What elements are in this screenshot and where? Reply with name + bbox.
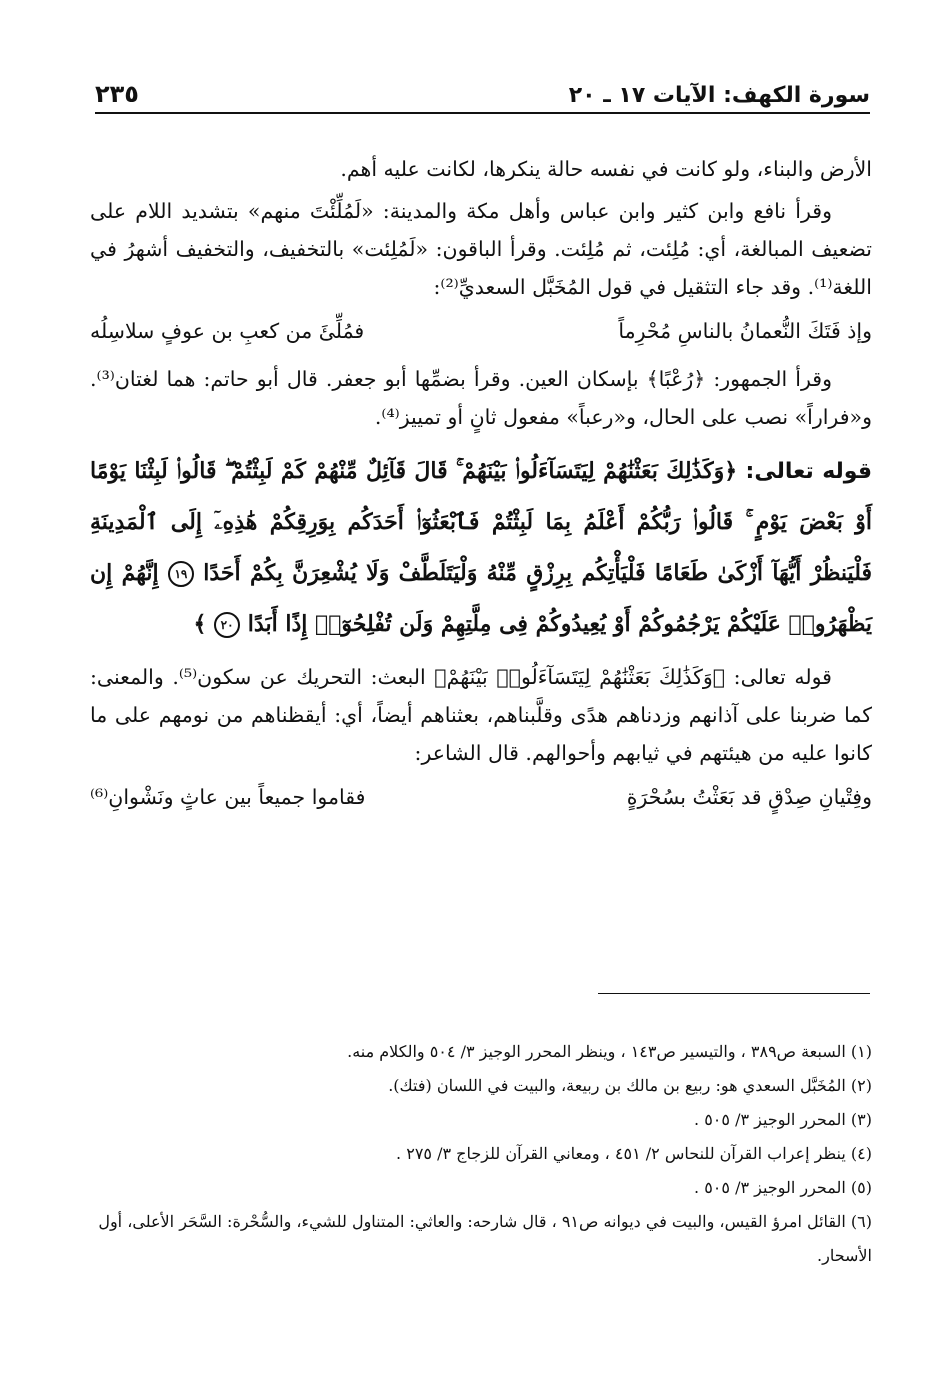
quran-close-bracket: ﴾ [193, 611, 207, 637]
footnote-3: (٣) المحرر الوجيز ٣/ ٥٠٥ . [694, 1110, 872, 1129]
footnotes [90, 1035, 872, 1273]
ayah-number-19: ١٩ [168, 561, 194, 587]
quran-text-1: ﴿وَكَذَٰلِكَ بَعَثْنَٰهُمْ لِيَتَسَآءَلُوا۟ بَيْنَهُمْ ۚ قَالَ قَآئِلٌ مِّنْهُمْ كَمْ لَبِثْتُمْ ۖ قَالُوا۟ لَبِثْنَا يَوْمًا أَوْ بَعْضَ يَوْمٍ ۚ قَالُوا۟ رَبُّكُمْ أَعْلَمُ بِمَا لَبِثْتُمْ فَٱبْعَثُوٓا۟ أَحَدَكُم بِوَرِقِكُمْ هَٰذِهِۦٓ إِلَى ٱلْمَدِينَةِ فَلْيَنظُرْ أَيُّهَآ أَزْكَىٰ طَعَامًا فَلْيَأْتِكُم بِرِزْقٍ مِّنْهُ وَلْيَتَلَطَّفْ وَلَا يُشْعِرَنَّ بِكُمْ أَحَدًا [90, 458, 872, 586]
verse1-first-half: وإذ فَتَكَ النُّعمانُ بالناسِ مُحْرِماً [618, 319, 872, 343]
paragraph-3: وقرأ الجمهور: ﴿رُعْبًا﴾ بإسكان العين. وقرأ بضمِّها أبو جعفر. قال أبو حاتم: هما لغتان⁽³⁾. و«فراراً» نصب على الحال، و«رعباً» مفعول ثانٍ أو تمييز⁽⁴⁾. [90, 367, 872, 429]
footnote-1: (١) السبعة ص٣٨٩ ، والتيسير ص١٤٣ ، وينظر المحرر الوجيز ٣/ ٥٠٤ والكلام منه. [347, 1042, 872, 1061]
footnote-5: (٥) المحرر الوجيز ٣/ ٥٠٥ . [694, 1178, 872, 1197]
quran-label: قوله تعالى: [745, 459, 872, 484]
verse1-second-half: فمُلِّئَ من كعبِ بن عوفٍ سلاسِلُه [90, 319, 365, 343]
footnote-divider [598, 993, 870, 994]
poetry-verse-1 [90, 312, 872, 350]
paragraph-4: قوله تعالى: ﴿وَكَذَٰلِكَ بَعَثْنَٰهُمْ لِيَتَسَآءَلُوا۟ بَيْنَهُمْ﴾ البعث: التحريك عن سكون⁽⁵⁾. والمعنى: كما ضربنا على آذانهم وزدناهم هدًى وقلَّبناهم، بعثناهم أيضاً، أي: أيقظناهم من نومهم على ما كانوا عليه من هيئتهم في ثيابهم وأحوالهم. قال الشاعر: [90, 665, 872, 765]
paragraph-2: وقرأ نافع وابن كثير وابن عباس وأهل مكة والمدينة: «لَمُلِّئْتَ منهم» بتشديد اللام على تضعيف المبالغة، أي: مُلِئت، ثم مُلِئت. وقرأ الباقون: «لَمُلِئت» بالتخفيف، والتخفيف أشهرُ في اللغة⁽¹⁾. وقد جاء التثقيل في قول المُخَبَّل السعديِّ⁽²⁾: [90, 199, 872, 299]
verse2-first-half: وفِتْيانِ صِدْقٍ قد بَعَثْتُ بسُحْرَةٍ [626, 785, 872, 809]
poetry-verse-2 [90, 778, 872, 816]
paragraph-1: الأرض والبناء، ولو كانت في نفسه حالة ينكرها، لكانت عليه أهم. [340, 157, 872, 181]
running-title: سورة الكهف: الآيات ١٧ ـ ٢٠ [568, 83, 870, 108]
footnote-2: (٢) المُخَبَّل السعدي هو: ربيع بن مالك بن ربيعة، والبيت في اللسان (فتك). [388, 1076, 872, 1095]
ayah-number-20: ٢٠ [214, 612, 240, 638]
quran-passage [90, 446, 872, 650]
footnote-4: (٤) ينظر إعراب القرآن للنحاس ٢/ ٤٥١ ، ومعاني القرآن للزجاج ٣/ ٢٧٥ . [396, 1144, 872, 1163]
quran-text-2: إِنَّهُمْ إِن يَظْهَرُوا۟ عَلَيْكُمْ يَرْجُمُوكُمْ أَوْ يُعِيدُوكُمْ فِى مِلَّتِهِمْ وَلَن تُفْلِحُوٓا۟ إِذًا أَبَدًا [90, 560, 872, 637]
main-text [90, 150, 872, 826]
footnote-6: (٦) القائل امرؤ القيس، والبيت في ديوانه ص٩١ ، قال شارحه: والعاثي: المتناول للشيء، والسُّحْرة: السَّحَر الأعلى، أول الأسحار. [98, 1212, 872, 1265]
page-number: ٢٣٥ [95, 80, 139, 108]
verse2-second-half: فقاموا جميعاً بين عاثٍ ونَشْوانِ⁽⁶⁾ [90, 785, 366, 809]
page-header [95, 68, 870, 114]
